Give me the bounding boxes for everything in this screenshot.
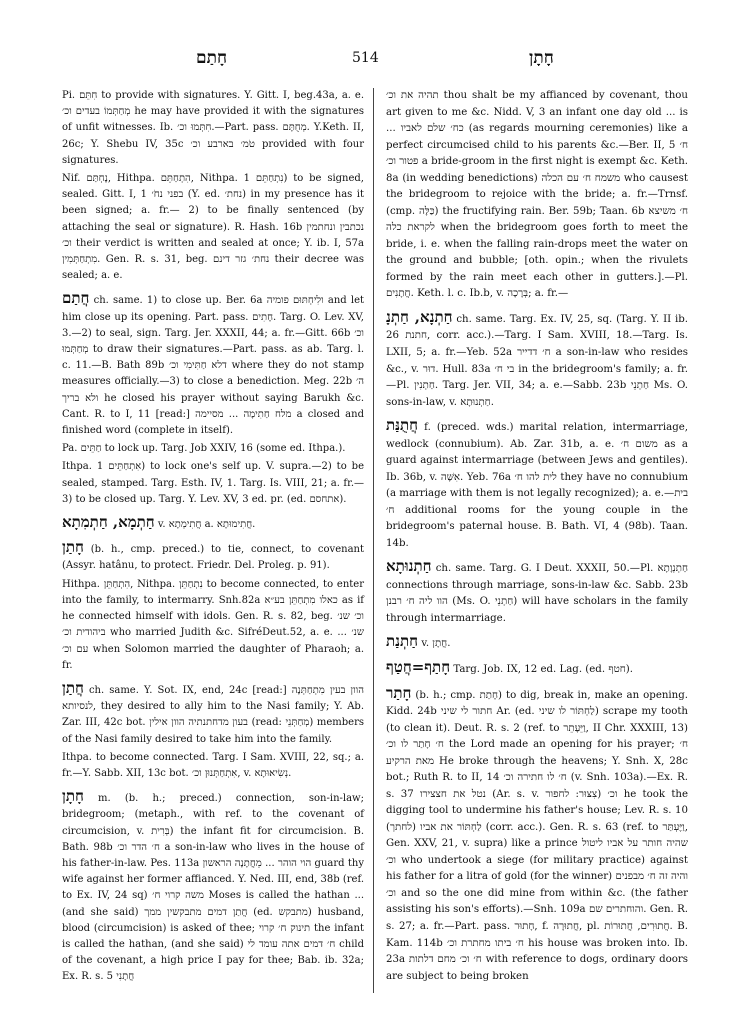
entry-text: ch. same. 1) to close up. Ber. 6a ולִיחְתּוּם פומיה and let him close up its opening. Part. pass. חָתִים. Targ. O. Lev. XV, 3.—2) to seal, sign. Targ. Jer. XXXII, 44; a. fr.—Gitt. 66b וכ׳ מְחַתְּמוּ to draw their signatures.—Part. pass. as ab. Targ. l. c. 11.—B. Bath 89b דלא חַתִּימִי וכ׳ where they do not stamp measures officially.—3) to close a benediction. Meg. 22b ה׳ ולא בריך he closed his prayer without saying Barukh &c. Cant. R. to I, 11 [read:] מלח חַתִימָה ... מסיימה a closed and finished word (complete in itself). — [62, 295, 365, 437]
entry-headword: חֲתַן — [62, 678, 84, 697]
dictionary-entry — [386, 309, 688, 411]
entry-headword: חָתַן — [62, 538, 84, 557]
page-header — [0, 48, 750, 72]
right-column — [386, 88, 688, 987]
entry-headword: חַתְנַת — [386, 632, 419, 651]
entry-headword: חָתַף=חֲטַף — [386, 658, 451, 676]
dictionary-entry — [386, 685, 688, 986]
entry-text: Hithpa. הִתְחַתֵּן, Nithpa. נִתְחַתֵּן to become connected, to enter into the family, to intermarry. Snh.82a כאלו מִתְחַתֵּן בע״א as if he connected himself with idols. Gen. R. s. 82, beg. וכ׳ שנ׳ ביהודית וכ׳ who married Judith &c. SifréDeut.52, a. e. שנ׳ ... עם וכ׳ when Solomon married the daughter of Pharaoh; a. fr. — [62, 578, 365, 671]
entry-text: Pa. חַתֵּים to lock up. Targ. Job XXIV, 16 (some ed. Ithpa.). — [62, 443, 346, 455]
entry-headword: חַתְנָא, חַתְנָ — [386, 307, 453, 326]
dictionary-entry — [62, 88, 364, 169]
entry-headword: חֲתַם — [62, 289, 90, 308]
entry-headword: חַתְנוּתָא — [386, 557, 432, 576]
entry-text: Targ. Job. IX, 12 ed. Lag. (ed. חטף). — [453, 664, 633, 675]
entry-text: (b. h.; cmp. חָתַת) to dig, break in, make an opening. Kidd. 24b חתור לי שיני Ar. (ed. לַחְתּוֹר לו שיני) scrape my tooth (to clean it). Deut. R. s. 2 (ref. to וַיֵּעָתֵר, II Chr. XXXIII, 13) ח׳ חָתַר לו וכ׳ the Lord made an opening for his prayer; ח׳ מאת הרקיע He broke through the heavens; Y. Snh. X, 28c bot.; Ruth R. to II, 14 ח׳ לו חתירה וכ׳ (v. Snh. 103a).—Ex. R. s. 37 נטל את חצצירו (Ar. s. v. צִצּוּר: לחפור) וכ׳ he took the digging tool to undermine his father's house; Lev. R. s. 10 (לחתך) לַחְתּוֹר את אביו (corr. acc.). Gen. R. s. 63 (ref. to וַיֶּעְתַּר, Gen. XXV, 21, v. supra) like a prince שהיה חותר על אביו ליטול וכ׳ who undertook a siege (for military practice) against his father for a litra of gold (for the winner) והיה זה ח׳ מבפנים וכ׳ and so the one did mine from within &c. (the father assisting his son's efforts).—Snh. 109a והוחתרים שם. Gen. R. s. 27; a. fr.—Part. pass. חָתוּר, f. חֲתוּרָה, pl. חֲתוּרִים, חֲתוּרוֹת. B. Kam. 114b ח׳ ביתו מחתרת וכ׳ his house was broken into. Ib. 23a ח׳ וכ׳ מחם דלתות with reference to dogs, ordinary doors are subject to being broken — [386, 689, 689, 982]
dictionary-entry — [62, 577, 364, 674]
entry-text: Ithpa. to become connected. Targ. I Sam. XVIII, 22, sq.; a. fr.—Y. Sabb. XII, 13c bot. אִתְחַתְּנוּן וכ׳, v. נְשִׂיאוּתָא. — [62, 751, 364, 779]
right-catchword: חָתָן — [529, 48, 554, 68]
page-number: 514 — [352, 50, 379, 66]
entry-text: ch. same. Targ. Ex. IV, 25, sq. (Targ. Y. II ib. 26 חתנת, corr. acc.).—Targ. I Sam. XVIII, 18.—Targ. Is. LXII, 5; a. fr.—Yeb. 52a ח׳ דדייר a son-in-law who resides &c., v. דוּר. Hull. 83a בי ח׳ in the bridegroom's family; a. fr.—Pl. חַתְנִין. Targ. Jer. VII, 34; a. e.—Sabb. 23b חַתְנֵי Ms. O. sons-in-law, v. חַתְנוּתָא. — [386, 313, 688, 408]
dictionary-entry — [386, 417, 688, 552]
dictionary-entry — [62, 171, 364, 284]
column-divider — [373, 88, 374, 993]
entry-text: m. (b. h.; preced.) connection, son-in-law; bridegroom; (metaph., with ref. to the covenant of circumcision, v. בְּרִית) the infant fit for circumcision. B. Bath. 98b ח׳ הדר וכ׳ a son-in-law who lives in the house of his father-in-law. Pes. 113a הוי הוהר ... מֵחֲתָנָה הראשון guard thy wife against her former affianced. Y. Ned. III, end, 38b (ref. to Ex. IV, 24 sq) משה קרוי ח׳ Moses is called the hathan ... (and she said) חֲתַן דמים מתבקשין ממך (ed. מתבקש) husband, blood (circumcision) is asked of thee; תינוק ח׳ קרוי the infant is called the hathan, (and she said) ח׳ דמים אתה עומד לי child of the covenant, a high price I pay for thee; Bab. ib. 32a; Ex. R. s. 5 חֲתָנִי — [62, 793, 365, 983]
entry-text: Nif. נֶחְתַּם, Hithpa. הִתְחַתֵּם, Nithpa. נִתְחַתֵּם 1) to be signed, sealed. Gitt. I, 1 בפני נחֹ׳ (Y. ed. נחת׳) in my presence has it been signed; a. fr.— 2) to be finally sentenced (by attaching the seal or signature). R. Hash. 16b נכתבין ונחתמין וכ׳ their verdict is written and sealed at once; Y. ib. I, 57a מִתְחַתְּמִין. Gen. R. s. 31, beg. נחת׳ גזר דינם their decree was sealed; a. e. — [62, 173, 364, 282]
dictionary-entry — [62, 680, 364, 748]
entry-headword: חָתָן — [62, 787, 84, 806]
entry-text: f. (preced. wds.) marital relation, intermarriage, wedlock (connubium). Ab. Zar. 31b, a. e. משום ח׳ as a guard against intermarriage (between Jews and gentiles). Ib. 36b, v. אִשָּׁה. Yeb. 76a לית להו ח׳ they have no connubium (a marriage with them is not legally recognized); a. e.—בית ח׳ additional rooms for the young couple in the bridegroom's paternal house. B. Bath. VI, 4 (98b). Taan. 14b. — [386, 422, 688, 549]
entry-text: Pi. חִתֵּם to provide with signatures. Y. Gitt. I, beg.43a, a. e. מְחַתְּמוֹ בעדים וכ׳ he may have provided it with the signatures of unfit witnesses. Ib. חִתְּמוּ וכ׳.—Part. pass. מְחֻתָּם. Y.Keth. II, 26c; Y. Shebu IV, 35c טֹמ׳ בארבע וכ׳ provided with four signatures. — [62, 90, 365, 166]
entry-text: ch. same. Y. Sot. IX, end, 24c [read:] הוון בעין מִתְחַתְּנָה לנסיותא, they desired to ally him to the Nasi family; Y. Ab. Zar. III, 42c bot. בעון מדחתנתיה הוון אילין (read: מְחַתְּנֵי) members of the Nasi family desired to take him into the family. — [62, 684, 364, 745]
dictionary-entry — [386, 558, 688, 627]
entry-text: v. חֲתָן. — [421, 638, 451, 650]
dictionary-entry — [62, 514, 364, 533]
dictionary-entry — [62, 441, 364, 457]
entry-headword: חָתַר — [386, 683, 412, 702]
entry-text: תהיה את וכ׳ thou shalt be my affianced by covenant, thou art given to me &c. Nidd. V, 3 an infant one day old ... is ... כח׳ שלם לאביו (as regards mourning ceremonies) like a perfect circumcised child to his parents &c.—Ber. II, 5 ח׳ פטור וכ׳ a bride-groom in the first night is exempt &c. Keth. 8a (in wedding benedictions) משמח ח׳ עם הכלה who causest the bridegroom to rejoice with the bride; a. fr.—Trnsf. (cmp. כַּלָּה) the fructifying rain. Ber. 59b; Taan. 6b ח׳ משיצא לקראת כלה when the bridegroom goes forth to meet the bride, i. e. when the falling rain-drops meet the water on the ground and bubble; [oth. opin.; when the rivulets formed by the rain meet each other in gutters.].—Pl. חֲתָנִים. Keth. l. c. Ib.b, v. בְּרָכָה; a. fr.— — [386, 90, 689, 300]
dictionary-entry — [386, 88, 688, 303]
entry-headword: חַתְמָא, חַתְמִתָא — [62, 513, 155, 532]
dictionary-entry — [386, 659, 688, 679]
entry-headword: חֲתֻנַּת — [386, 416, 419, 435]
dictionary-entry — [62, 459, 364, 508]
dictionary-entry — [62, 290, 364, 439]
dictionary-entry — [62, 750, 364, 782]
entry-text: (b. h., cmp. preced.) to tie, connect, to covenant (Assyr. hatânu, to protect. Friedr. Del. Proleg. p. 91). — [62, 544, 364, 572]
left-catchword: חָתַם — [196, 48, 228, 68]
dictionary-entry — [386, 633, 688, 653]
entry-text: v. חֲתִימְתָא a. חֲתִימוּתָא. — [157, 519, 256, 531]
entry-text: Ithpa. אִתְחַתֵּים 1) to lock one's self up. V. supra.—2) to be sealed, stamped. Targ. Esth. IV, 1. Targ. Is. VIII, 21; a. fr.—3) to be closed up. Targ. Y. Lev. XV, 3 ed. pr. (ed. אתחסם). — [62, 461, 364, 505]
dictionary-entry — [62, 788, 364, 985]
entry-text: ch. same. Targ. G. I Deut. XXXII, 50.—Pl. חַתְנְוָתָא connections through marriage, sons-in-law &c. Sabb. 23b הוו ליה ח׳ רבנן (Ms. O. חַתְנֵי) will have scholars in the family through intermarriage. — [386, 563, 688, 624]
dictionary-entry — [62, 539, 364, 574]
left-column — [62, 88, 364, 988]
